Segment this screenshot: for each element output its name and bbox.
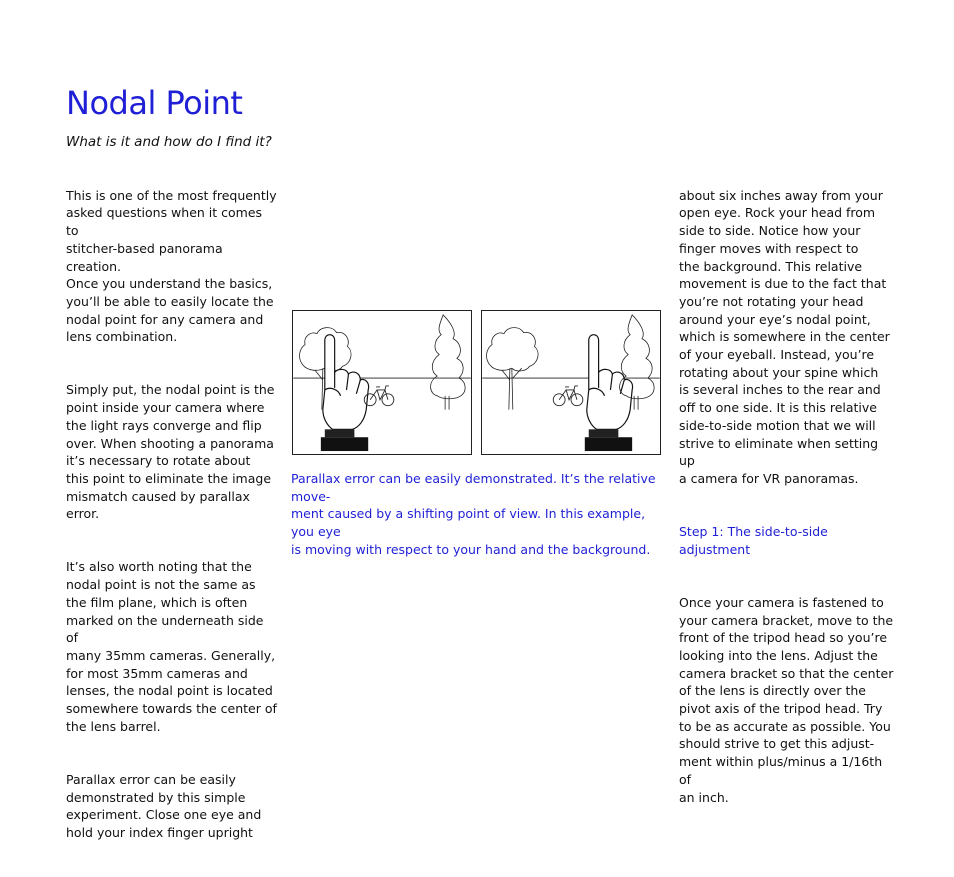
- bicycle-icon: [553, 386, 583, 406]
- sleeve: [321, 437, 368, 451]
- left-paragraph-2: Simply put, the nodal point is the point inside your camera where the light rays converge and flip over. When shooting a panorama it’s necessary to rotate about this point to eliminate the image mismatch caused by parallax error.: [66, 382, 275, 522]
- sleeve-cuff: [325, 429, 355, 437]
- right-column: [679, 169, 894, 842]
- left-paragraph-1: This is one of the most frequently asked questions when it comes to stitcher-based panorama creation. Once you understand the basics, you’ll be able to easily locate the nodal point for any camera and lens combination.: [66, 187, 277, 345]
- page-subtitle: What is it and how do I find it?: [66, 134, 272, 150]
- pine-tree-icon: [431, 315, 466, 410]
- hand-pointing-icon: [323, 335, 369, 430]
- hand-pointing-icon: [587, 335, 633, 430]
- sleeve-cuff: [589, 429, 619, 437]
- parallax-illustration-1-svg: [293, 311, 471, 454]
- deciduous-tree-icon: [487, 328, 539, 410]
- left-paragraph-3: It’s also worth noting that the nodal point is not the same as the film plane, which is often marked on the underneath side of many 35mm cameras. Generally, for most 35mm cameras and lenses, the nodal point is located somewhere towards the center of the lens barrel.: [66, 559, 277, 734]
- parallax-illustration-2-svg: [482, 311, 660, 454]
- parallax-illustration-view-2: [481, 310, 661, 455]
- step-1-heading: Step 1: The side-to-side adjustment: [679, 524, 828, 557]
- pine-tree-icon: [620, 315, 655, 410]
- figure-caption: Parallax error can be easily demonstrated. It’s the relative move- ment caused by a shifting point of view. In this example, you eye is moving with respect to your hand and the background.: [291, 471, 656, 557]
- parallax-illustration-view-1: [292, 310, 472, 455]
- right-paragraph-2: Once your camera is fastened to your camera bracket, move to the front of the tripod head so you’re looking into the lens. Adjust the camera bracket so that the center of the lens is directly over the pivot axis of the tripod head. Try to be as accurate as possible. You should strive to get this adjust- ment within plus/minus a 1/16th of an inch.: [679, 594, 894, 805]
- right-paragraph-1: about six inches away from your open eye. Rock your head from side to side. Notice how your finger moves with respect to the background. This relative movement is due to the fact that you’re not rotating your head around your eye’s nodal point, which is somewhere in the center of your eyeball. Instead, you’re rotating about your spine which is several inches to the rear and off to one side. It is this relative side-to-side motion that we will strive to eliminate when setting up a camera for VR panoramas.: [679, 187, 890, 486]
- page-title: Nodal Point: [66, 84, 243, 122]
- sleeve: [585, 437, 632, 451]
- left-column: [66, 169, 278, 877]
- left-paragraph-4: Parallax error can be easily demonstrated by this simple experiment. Close one eye and hold your index finger upright: [66, 771, 262, 840]
